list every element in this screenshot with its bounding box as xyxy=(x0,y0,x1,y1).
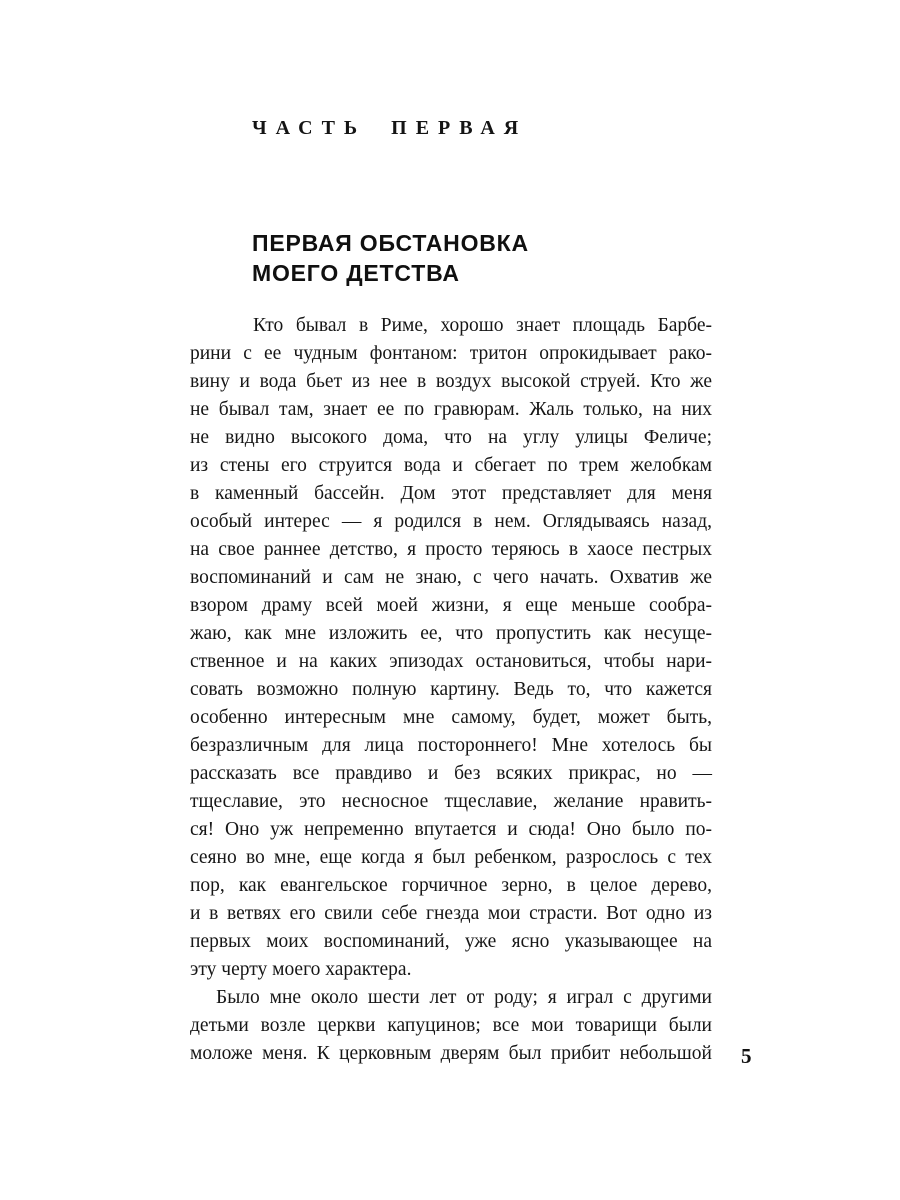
text-line: вину и вода бьет из нее в воздух высокой струей. Кто же xyxy=(190,371,712,392)
text-line: эту черту моего характера. xyxy=(190,959,412,980)
text-line: моложе меня. К церковным дверям был прибит небольшой xyxy=(190,1043,712,1064)
text-line: воспоминаний и сам не знаю, с чего начать. Охватив же xyxy=(190,567,712,588)
text-line: ся! Оно уж непременно впутается и сюда! Оно было по- xyxy=(190,819,712,840)
page-number: 5 xyxy=(741,1044,752,1068)
text-line: ственное и на каких эпизодах остановиться, чтобы нари- xyxy=(190,651,712,672)
text-line: рассказать все правдиво и без всяких прикрас, но — xyxy=(190,763,712,784)
text-line: не видно высокого дома, что на углу улицы Феличе; xyxy=(190,427,712,448)
text-line: Кто бывал в Риме, хорошо знает площадь Барбе- xyxy=(253,315,712,336)
part-header: ЧАСТЬ ПЕРВАЯ xyxy=(252,117,528,139)
text-line: особый интерес — я родился в нем. Оглядываясь назад, xyxy=(190,511,712,532)
text-line: первых моих воспоминаний, уже ясно указывающее на xyxy=(190,931,712,952)
text-line: на свое раннее детство, я просто теряюсь в хаосе пестрых xyxy=(190,539,712,560)
body-text xyxy=(190,312,712,1068)
chapter-title xyxy=(252,228,529,288)
chapter-title-line-1: ПЕРВАЯ ОБСТАНОВКА xyxy=(252,230,529,256)
paragraph xyxy=(190,984,712,1068)
chapter-title-line-2: МОЕГО ДЕТСТВА xyxy=(252,260,460,286)
text-line: особенно интересным мне самому, будет, может быть, xyxy=(190,707,712,728)
text-line: тщеславие, это несносное тщеславие, желание нравить- xyxy=(190,791,712,812)
text-line: Было мне около шести лет от роду; я играл с другими xyxy=(216,987,712,1008)
text-line: из стены его струится вода и сбегает по трем желобкам xyxy=(190,455,712,476)
text-line: взором драму всей моей жизни, я еще меньше сообра- xyxy=(190,595,712,616)
text-line: совать возможно полную картину. Ведь то, что кажется xyxy=(190,679,712,700)
text-line: жаю, как мне изложить ее, что пропустить как несуще- xyxy=(190,623,712,644)
text-line: безразличным для лица постороннего! Мне хотелось бы xyxy=(190,735,712,756)
text-line: сеяно во мне, еще когда я был ребенком, разрослось с тех xyxy=(190,847,712,868)
paragraph xyxy=(190,312,712,984)
text-line: рини с ее чудным фонтаном: тритон опрокидывает рако- xyxy=(190,343,712,364)
text-line: и в ветвях его свили себе гнезда мои страсти. Вот одно из xyxy=(190,903,712,924)
text-line: не бывал там, знает ее по гравюрам. Жаль только, на них xyxy=(190,399,712,420)
text-line: пор, как евангельское горчичное зерно, в целое дерево, xyxy=(190,875,712,896)
text-line: в каменный бассейн. Дом этот представляет для меня xyxy=(190,483,712,504)
text-line: детьми возле церкви капуцинов; все мои товарищи были xyxy=(190,1015,712,1036)
